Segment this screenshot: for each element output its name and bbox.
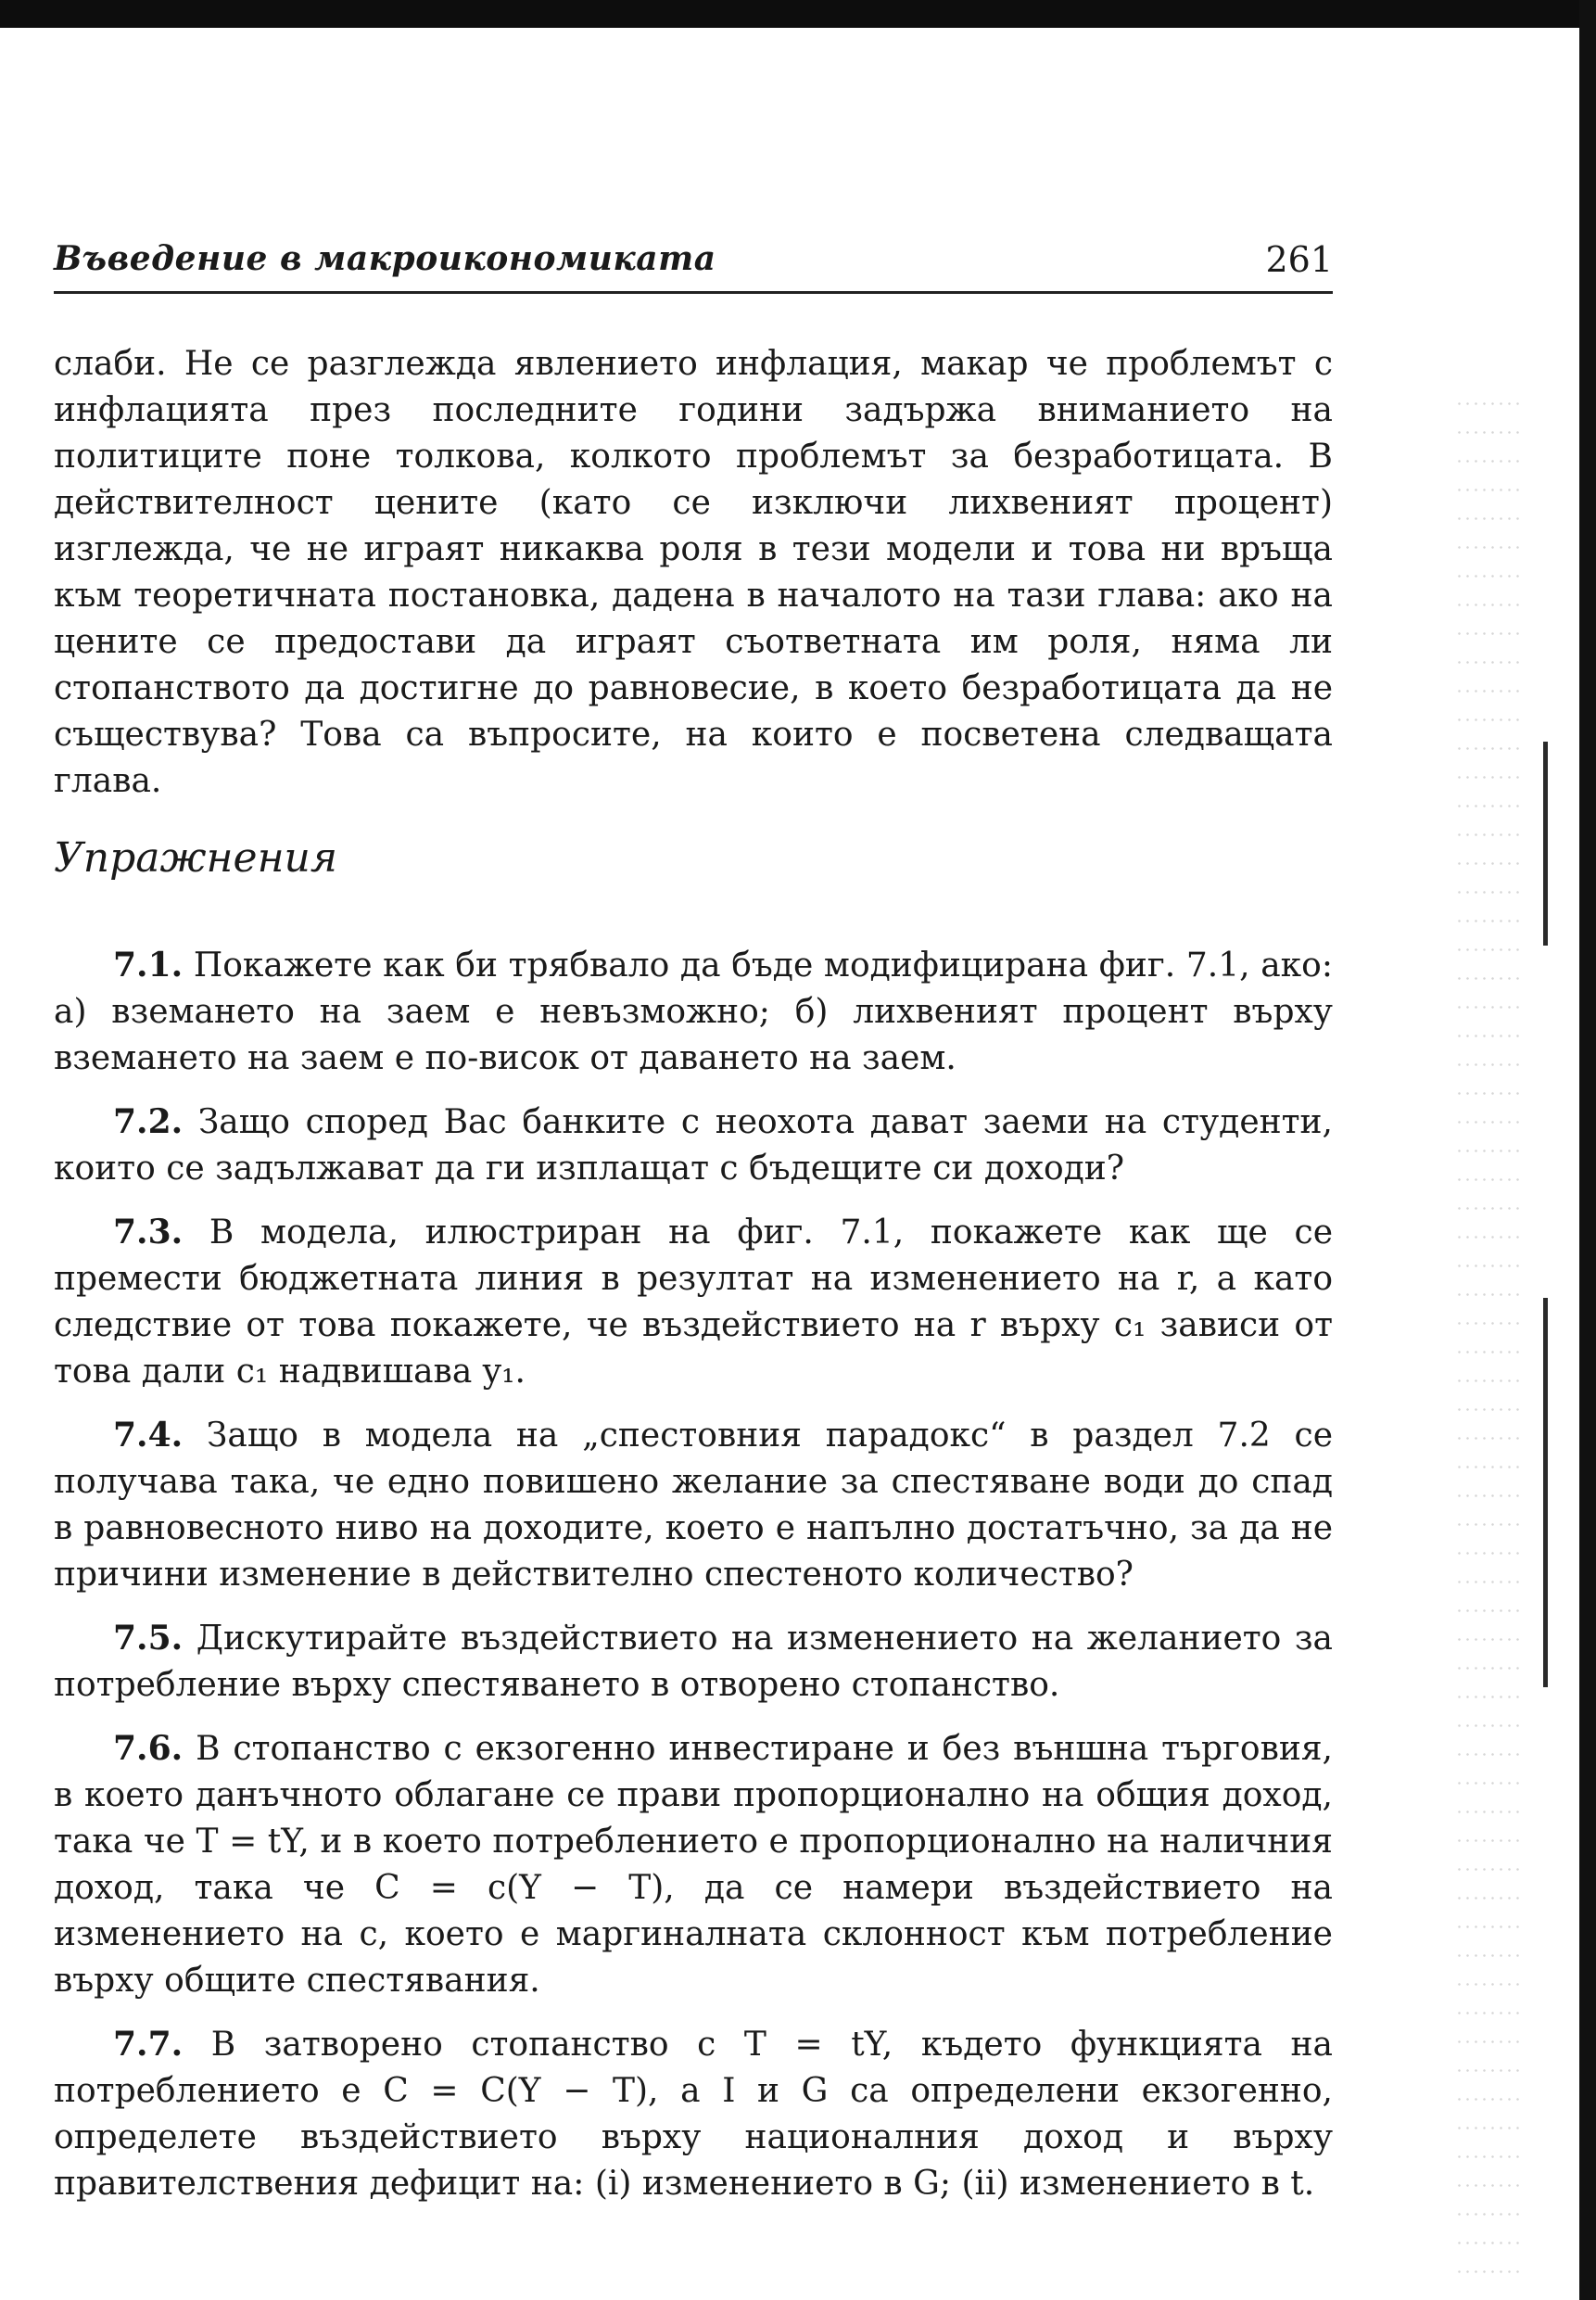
exercise-text: Защо в модела на „спестовния парадокс“ в раздел 7.2 се получава така, че едно повишено желание за спестяване води до спад в равновесното ниво на доходите, което е напълно достатъчно, за да не причини изменение в действително спестеното количество? (54, 1417, 1333, 1594)
exercise-number: 7.1. (113, 946, 184, 985)
exercise-text: Дискутирайте въздействието на изменението на желанието за потребление върху спестяването в отворено стопанство. (54, 1620, 1333, 1704)
header-rule (54, 291, 1333, 294)
exercise-item (54, 1099, 1333, 1192)
exercise-item (54, 2021, 1333, 2207)
exercise-text: Покажете как би трябвало да бъде модифицирана фиг. 7.1, ако: а) вземането на заем е невъзможно; б) лихвеният процент върху вземането на заем е по-висок от даването на заем. (54, 947, 1333, 1077)
book-page (54, 239, 1333, 2203)
exercise-number: 7.2. (113, 1102, 184, 1141)
scan-top-border (0, 0, 1596, 28)
intro-paragraph: слаби. Не се разглежда явлението инфлация, макар че проблемът с инфлацията през последните години задържа вниманието на политиците поне толкова, колкото проблемът за безработицата. В действителност цените (като се изключи лихвеният процент) изглежда, че не играят никаква роля в тези модели и това ни връща към теоретичната постановка, дадена в началото на тази глава: ако на цените се предостави да играят съответната им роля, няма ли стопанството да достигне до равновесие, в което безработицата да не съществува? Това са въпросите, на които е посветена следващата глава. (54, 345, 1333, 800)
intro-section (54, 341, 1333, 805)
exercise-item (54, 1725, 1333, 2004)
exercise-text: В стопанство с екзогенно инвестиране и без външна търговия, в което данъчното облагане се прави пропорционално на общия доход, така че T = tY, и в което потреблението е пропорционално на наличния доход, така че C = c(Y − T), да се намери въздействието на изменението на c, което е маргиналната склонност към потребление върху общите спестявания. (54, 1730, 1333, 2000)
exercise-item (54, 1412, 1333, 1598)
page-number: 261 (1265, 239, 1333, 280)
exercise-item (54, 1615, 1333, 1709)
exercise-number: 7.6. (113, 1729, 184, 1768)
scan-edge-mark (1543, 742, 1548, 946)
exercise-text: Защо според Вас банките с неохота дават заеми на студенти, които се задължават да ги изплащат с бъдещите си доходи? (54, 1103, 1333, 1188)
exercise-item (54, 1209, 1333, 1395)
scan-edge-mark (1543, 1298, 1548, 1687)
exercise-item (54, 942, 1333, 1082)
exercise-number: 7.3. (113, 1213, 184, 1252)
exercise-list (54, 942, 1333, 2224)
exercise-text: В затворено стопанство с T = tY, където функцията на потреблението е C = C(Y − T), а I и G са определени екзогенно, определете въздействието върху националния доход и върху правителствения дефицит на: (i) изменението в G; (ii) изменението в t. (54, 2026, 1333, 2203)
section-title: Упражнения (54, 834, 338, 882)
exercise-number: 7.5. (113, 1619, 184, 1658)
running-head (54, 239, 1333, 286)
exercise-text: В модела, илюстриран на фиг. 7.1, покажете как ще се премести бюджетната линия в резултат на изменението на r, а като следствие от това покажете, че въздействието на r върху c₁ зависи от това дали c₁ надвишава y₁. (54, 1214, 1333, 1391)
scan-right-border (1579, 0, 1596, 2300)
scan-noise (1455, 389, 1520, 2281)
running-title: Въведение в макроикономиката (54, 239, 716, 278)
exercise-number: 7.4. (113, 1416, 184, 1455)
exercise-number: 7.7. (113, 2025, 184, 2064)
